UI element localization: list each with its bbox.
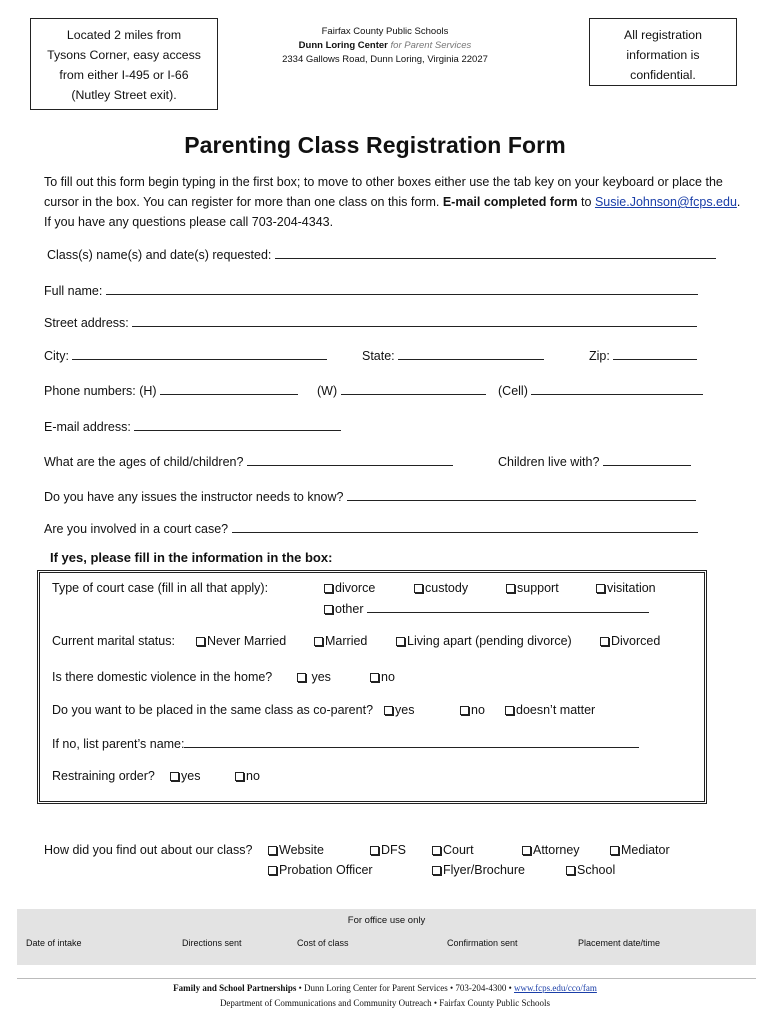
checkbox-married[interactable]: Married [314,634,367,648]
organization-header [250,25,520,67]
email-input[interactable] [134,419,341,431]
center-name: Dunn Loring Center for Parent Services [298,40,472,51]
checkbox-mediator[interactable]: Mediator [610,843,670,857]
checkbox-other[interactable]: other [324,601,649,616]
checkbox-divorce[interactable]: divorce [324,581,375,595]
org-address: 2334 Gallows Road, Dunn Loring, Virginia 22027 [282,54,488,65]
coparent-label: Do you want to be placed in the same class as co-parent? [52,703,374,717]
checkbox-coparent-yes[interactable]: yes [384,703,414,717]
checkbox-icon [396,637,405,646]
location-line: Tysons Corner, easy access [47,48,201,62]
full-name-field: Full name: [44,283,698,298]
checkbox-icon [566,866,575,875]
location-line: Located 2 miles from [66,28,182,42]
checkbox-icon [506,584,515,593]
intro-paragraph: To fill out this form begin typing in the first box; to move to other boxes either use the tab key on your keyboard or place the cursor in the box. You can register for more than one class on this form. E-mail completed form to Susie.Johnson@fcps.edu. If you have any questions please call 703-204-4343. [44,175,741,229]
checkbox-attorney[interactable]: Attorney [522,843,580,857]
checkbox-dv-no[interactable]: no [370,670,395,684]
phone-cell-field: (Cell) [498,383,703,398]
footer-link[interactable]: www.fcps.edu/cco/fam [514,983,597,993]
phone-home-field: Phone numbers: (H) [44,383,298,398]
checkbox-icon [235,772,244,781]
ages-input[interactable] [247,454,453,466]
checkbox-flyer-brochure[interactable]: Flyer/Brochure [432,863,525,877]
confidential-line: All registration [624,28,702,42]
restraining-label: Restraining order? [52,769,155,783]
office-field-confirmation-sent: Confirmation sent [447,938,518,948]
checkbox-court[interactable]: Court [432,843,474,857]
checkbox-icon [196,637,205,646]
live-with-input[interactable] [603,454,691,466]
phone-home-input[interactable] [160,383,298,395]
checkbox-icon [324,605,333,614]
checkbox-dv-yes[interactable]: yes [297,670,331,684]
checkbox-icon [596,584,605,593]
checkbox-restraining-yes[interactable]: yes [170,769,200,783]
marital-label: Current marital status: [52,634,175,648]
parent-name-field: If no, list parent’s name: [52,736,639,751]
checkbox-school[interactable]: School [566,863,615,877]
checkbox-living-apart[interactable]: Living apart (pending divorce) [396,634,572,648]
court-type-label: Type of court case (fill in all that apply): [52,581,269,595]
state-field: State: [362,348,544,363]
checkbox-icon [370,673,379,682]
phone-work-input[interactable] [341,383,486,395]
office-field-date-of-intake: Date of intake [26,938,82,948]
court-case-field: Are you involved in a court case? [44,521,698,536]
checkbox-visitation[interactable]: visitation [596,581,656,595]
checkbox-coparent-no[interactable]: no [460,703,485,717]
checkbox-restraining-no[interactable]: no [235,769,260,783]
checkbox-icon [414,584,423,593]
checkbox-icon [505,706,514,715]
live-with-field: Children live with? [498,454,691,469]
city-input[interactable] [72,348,327,360]
org-name: Fairfax County Public Schools [321,26,449,37]
office-field-cost-of-class: Cost of class [297,938,349,948]
footer-line-1: Family and School Partnerships • Dunn Loring Center for Parent Services • 703-204-4300 • www.fcps.edu/cco/fam [173,983,597,993]
ages-field: What are the ages of child/children? [44,454,453,469]
checkbox-icon [610,846,619,855]
checkbox-icon [324,584,333,593]
city-field: City: [44,348,327,363]
checkbox-icon [432,866,441,875]
dv-label: Is there domestic violence in the home? [52,670,273,684]
issues-field: Do you have any issues the instructor needs to know? [44,489,696,504]
checkbox-probation-officer[interactable]: Probation Officer [268,863,373,877]
court-heading: If yes, please fill in the information in the box: [50,550,333,565]
checkbox-icon [268,846,277,855]
checkbox-icon [460,706,469,715]
confidential-line: confidential. [630,68,696,82]
full-name-input[interactable] [106,283,698,295]
checkbox-icon [297,673,306,682]
checkbox-icon [370,846,379,855]
checkbox-icon [314,637,323,646]
form-title: Parenting Class Registration Form [184,132,566,158]
checkbox-divorced[interactable]: Divorced [600,634,660,648]
contact-email-link[interactable]: Susie.Johnson@fcps.edu [594,195,737,209]
location-line: (Nutley Street exit). [71,88,177,102]
checkbox-icon [170,772,179,781]
email-field: E-mail address: [44,419,341,434]
checkbox-icon [384,706,393,715]
footer-divider [17,978,756,979]
confidential-box [589,18,737,86]
office-field-placement-date: Placement date/time [578,938,661,948]
office-use-title: For office use only [347,915,426,926]
phone-work-field: (W) [317,383,486,398]
find-out-label: How did you find out about our class? [44,843,253,857]
confidential-line: information is [626,48,700,62]
location-line: from either I-495 or I-66 [59,68,189,82]
checkbox-coparent-doesnt-matter[interactable]: doesn’t matter [505,703,595,717]
location-box [30,18,218,110]
checkbox-icon [522,846,531,855]
street-input[interactable] [132,315,697,327]
zip-field: Zip: [589,348,697,363]
checkbox-dfs[interactable]: DFS [370,843,406,857]
court-case-input[interactable] [232,521,698,533]
checkbox-support[interactable]: support [506,581,559,595]
classes-field: Class(s) name(s) and date(s) requested: [47,247,716,262]
checkbox-icon [268,866,277,875]
issues-input[interactable] [347,489,696,501]
parent-name-input[interactable] [184,736,639,748]
footer-line-2: Department of Communications and Community Outreach • Fairfax County Public Schools [219,998,551,1008]
zip-input[interactable] [613,348,697,360]
state-input[interactable] [398,348,544,360]
office-use-panel [17,909,756,965]
phone-cell-input[interactable] [531,383,703,395]
other-input[interactable] [367,601,649,613]
street-field: Street address: [44,315,697,330]
checkbox-custody[interactable]: custody [414,581,468,595]
checkbox-icon [432,846,441,855]
checkbox-website[interactable]: Website [268,843,324,857]
checkbox-never-married[interactable]: Never Married [196,634,286,648]
classes-input[interactable] [275,247,716,259]
office-field-directions-sent: Directions sent [182,938,242,948]
checkbox-icon [600,637,609,646]
